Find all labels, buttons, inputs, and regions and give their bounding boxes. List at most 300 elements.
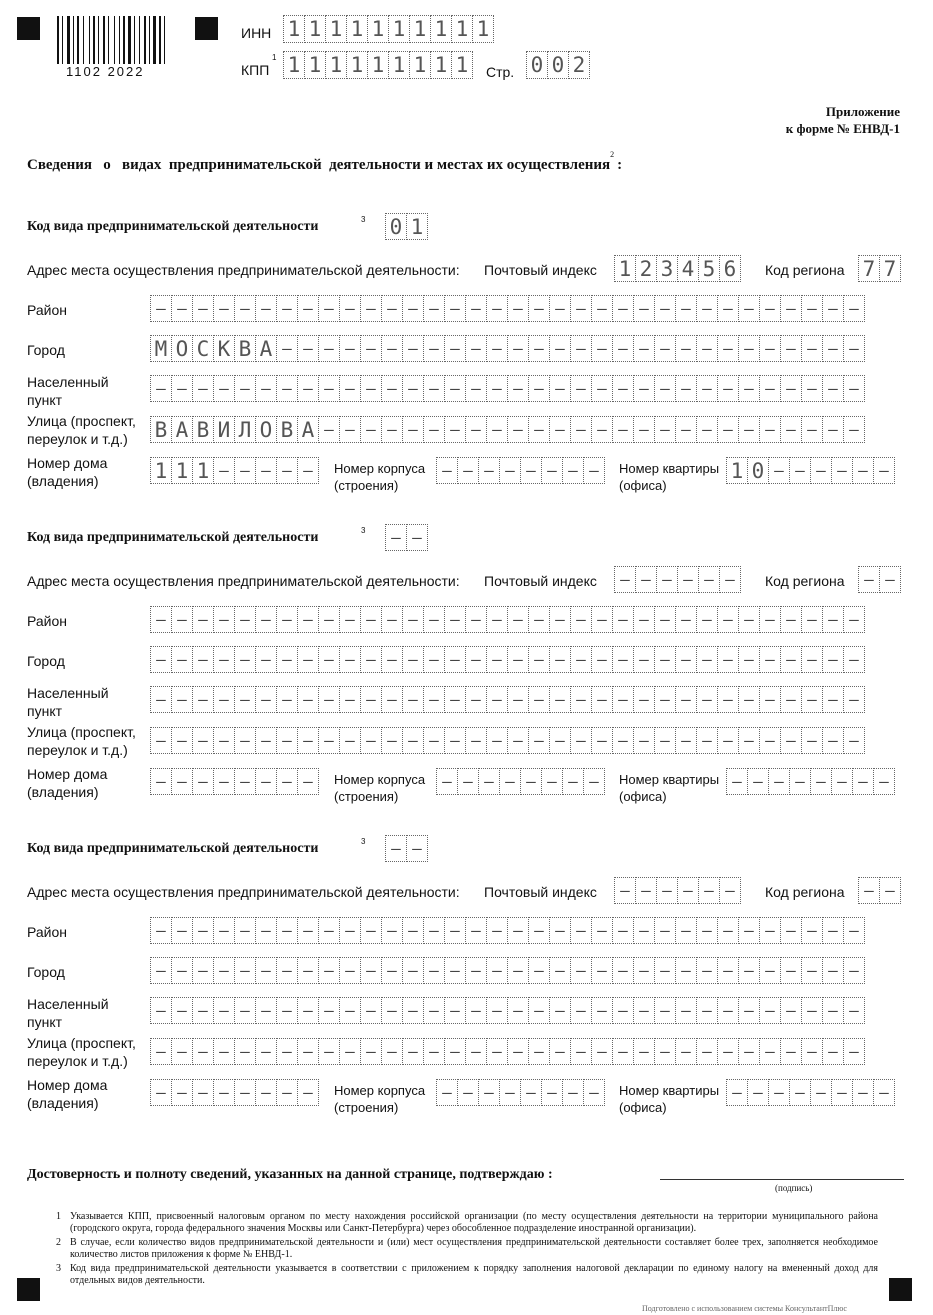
locality-field-cell[interactable] xyxy=(780,686,802,713)
street-field-cell[interactable] xyxy=(633,1038,655,1065)
street-field-cell[interactable] xyxy=(192,1038,214,1065)
district-field-cell[interactable] xyxy=(234,295,256,322)
street-field-cell[interactable] xyxy=(843,727,865,754)
apartment-field-cell[interactable] xyxy=(852,768,874,795)
locality-field-cell[interactable] xyxy=(444,997,466,1024)
street-field-cell[interactable] xyxy=(360,416,382,443)
street-field-cell[interactable] xyxy=(654,1038,676,1065)
city-field-cell[interactable] xyxy=(717,646,739,673)
street-field-cell[interactable] xyxy=(423,416,445,443)
building-field-cell[interactable] xyxy=(583,457,605,484)
street-field-cell[interactable] xyxy=(381,1038,403,1065)
city-field-cell[interactable] xyxy=(843,646,865,673)
street-field-cell[interactable] xyxy=(591,416,613,443)
postal-index-field-cell[interactable] xyxy=(614,566,636,593)
district-field-cell[interactable] xyxy=(339,917,361,944)
district-field-cell[interactable] xyxy=(717,295,739,322)
district-field-cell[interactable] xyxy=(570,606,592,633)
activity-code-field-cell[interactable] xyxy=(385,835,407,862)
locality-field-cell[interactable] xyxy=(234,375,256,402)
page-number-field[interactable] xyxy=(526,51,589,79)
city-field-cell[interactable] xyxy=(738,646,760,673)
city-field-cell[interactable] xyxy=(570,335,592,362)
city-field-cell[interactable] xyxy=(318,957,340,984)
house-field-cell[interactable] xyxy=(255,1079,277,1106)
apartment-field-cell[interactable] xyxy=(789,1079,811,1106)
locality-field-cell[interactable] xyxy=(675,375,697,402)
city-field-cell[interactable] xyxy=(738,957,760,984)
street-field-cell[interactable] xyxy=(843,416,865,443)
district-field-cell[interactable] xyxy=(633,295,655,322)
city-field-cell[interactable] xyxy=(339,957,361,984)
district-field-cell[interactable] xyxy=(192,917,214,944)
district-field-cell[interactable] xyxy=(696,606,718,633)
street-field-cell[interactable] xyxy=(465,727,487,754)
locality-field-cell[interactable] xyxy=(339,375,361,402)
inn-cell[interactable]: 1 xyxy=(472,15,494,43)
district-field-cell[interactable] xyxy=(192,606,214,633)
activity-code-field-cell[interactable] xyxy=(406,524,428,551)
street-field-cell[interactable] xyxy=(675,727,697,754)
city-field-cell[interactable] xyxy=(675,335,697,362)
city-field-cell[interactable] xyxy=(381,957,403,984)
locality-field-cell[interactable] xyxy=(570,375,592,402)
city-field-cell[interactable] xyxy=(612,335,634,362)
city-field-cell[interactable] xyxy=(675,957,697,984)
street-field-cell[interactable] xyxy=(360,727,382,754)
city-field-cell[interactable]: М xyxy=(150,335,172,362)
street-field-cell[interactable] xyxy=(633,727,655,754)
city-field[interactable] xyxy=(150,335,864,362)
apartment-field-cell[interactable] xyxy=(831,1079,853,1106)
district-field-cell[interactable] xyxy=(528,295,550,322)
street-field-cell[interactable] xyxy=(591,727,613,754)
activity-code-field[interactable] xyxy=(385,213,427,240)
city-field-cell[interactable] xyxy=(297,646,319,673)
city-field-cell[interactable] xyxy=(654,957,676,984)
district-field-cell[interactable] xyxy=(843,917,865,944)
locality-field-cell[interactable] xyxy=(612,375,634,402)
street-field-cell[interactable] xyxy=(360,1038,382,1065)
district-field-cell[interactable] xyxy=(549,606,571,633)
street-field-cell[interactable] xyxy=(507,416,529,443)
district-field-cell[interactable] xyxy=(444,606,466,633)
district-field-cell[interactable] xyxy=(486,917,508,944)
region-code-field-cell[interactable] xyxy=(858,566,880,593)
district-field-cell[interactable] xyxy=(465,295,487,322)
district-field-cell[interactable] xyxy=(822,295,844,322)
street-field-cell[interactable] xyxy=(738,416,760,443)
district-field-cell[interactable] xyxy=(654,917,676,944)
city-field-cell[interactable] xyxy=(759,646,781,673)
locality-field-cell[interactable] xyxy=(633,686,655,713)
house-field-cell[interactable] xyxy=(150,768,172,795)
district-field-cell[interactable] xyxy=(717,917,739,944)
locality-field-cell[interactable] xyxy=(171,686,193,713)
street-field-cell[interactable] xyxy=(780,416,802,443)
district-field-cell[interactable] xyxy=(150,606,172,633)
street-field-cell[interactable] xyxy=(696,1038,718,1065)
apartment-field-cell[interactable] xyxy=(768,768,790,795)
district-field-cell[interactable] xyxy=(255,295,277,322)
city-field-cell[interactable] xyxy=(696,335,718,362)
district-field-cell[interactable] xyxy=(276,606,298,633)
district-field-cell[interactable] xyxy=(402,295,424,322)
street-field-cell[interactable] xyxy=(465,416,487,443)
postal-index-field-cell[interactable]: 3 xyxy=(656,255,678,282)
city-field-cell[interactable] xyxy=(780,646,802,673)
city-field-cell[interactable] xyxy=(549,646,571,673)
city-field-cell[interactable] xyxy=(339,646,361,673)
building-field-cell[interactable] xyxy=(499,1079,521,1106)
city-field-cell[interactable] xyxy=(402,957,424,984)
street-field-cell[interactable] xyxy=(717,727,739,754)
street-field-cell[interactable] xyxy=(738,1038,760,1065)
street-field-cell[interactable] xyxy=(213,727,235,754)
street-field-cell[interactable]: Л xyxy=(234,416,256,443)
district-field-cell[interactable] xyxy=(360,606,382,633)
city-field-cell[interactable] xyxy=(339,335,361,362)
kpp-cell[interactable]: 1 xyxy=(430,51,452,79)
city-field-cell[interactable] xyxy=(591,957,613,984)
building-field-cell[interactable] xyxy=(583,1079,605,1106)
building-field-cell[interactable] xyxy=(499,457,521,484)
region-code-field-cell[interactable]: 7 xyxy=(879,255,901,282)
inn-field[interactable] xyxy=(283,15,493,43)
street-field-cell[interactable] xyxy=(318,727,340,754)
house-field-cell[interactable] xyxy=(297,457,319,484)
district-field-cell[interactable] xyxy=(591,606,613,633)
district-field[interactable] xyxy=(150,295,864,322)
building-field-cell[interactable] xyxy=(436,457,458,484)
locality-field-cell[interactable] xyxy=(549,375,571,402)
locality-field-cell[interactable] xyxy=(759,686,781,713)
street-field-cell[interactable] xyxy=(570,1038,592,1065)
street-field-cell[interactable] xyxy=(633,416,655,443)
street-field-cell[interactable] xyxy=(402,727,424,754)
region-code-field-cell[interactable] xyxy=(879,566,901,593)
district-field-cell[interactable] xyxy=(738,606,760,633)
locality-field-cell[interactable] xyxy=(738,375,760,402)
city-field-cell[interactable] xyxy=(465,646,487,673)
city-field-cell[interactable] xyxy=(738,335,760,362)
kpp-field[interactable] xyxy=(283,51,472,79)
district-field-cell[interactable] xyxy=(822,917,844,944)
district-field-cell[interactable] xyxy=(318,295,340,322)
locality-field-cell[interactable] xyxy=(381,375,403,402)
street-field-cell[interactable] xyxy=(297,727,319,754)
district-field-cell[interactable] xyxy=(801,295,823,322)
city-field-cell[interactable] xyxy=(423,957,445,984)
kpp-cell[interactable]: 1 xyxy=(346,51,368,79)
city-field-cell[interactable]: О xyxy=(171,335,193,362)
district-field-cell[interactable] xyxy=(780,917,802,944)
city-field-cell[interactable] xyxy=(213,646,235,673)
street-field-cell[interactable] xyxy=(570,727,592,754)
locality-field-cell[interactable] xyxy=(549,997,571,1024)
locality-field-cell[interactable] xyxy=(717,997,739,1024)
district-field-cell[interactable] xyxy=(591,917,613,944)
postal-index-field-cell[interactable]: 5 xyxy=(698,255,720,282)
locality-field-cell[interactable] xyxy=(213,375,235,402)
district-field-cell[interactable] xyxy=(423,917,445,944)
street-field-cell[interactable] xyxy=(801,416,823,443)
city-field-cell[interactable] xyxy=(276,957,298,984)
postal-index-field-cell[interactable] xyxy=(635,566,657,593)
district-field-cell[interactable] xyxy=(465,606,487,633)
region-code-field-cell[interactable]: 7 xyxy=(858,255,880,282)
street-field-cell[interactable]: В xyxy=(192,416,214,443)
district-field-cell[interactable] xyxy=(444,295,466,322)
apartment-field-cell[interactable] xyxy=(768,1079,790,1106)
locality-field-cell[interactable] xyxy=(822,997,844,1024)
locality-field[interactable] xyxy=(150,997,864,1024)
locality-field-cell[interactable] xyxy=(276,686,298,713)
district-field-cell[interactable] xyxy=(591,295,613,322)
locality-field-cell[interactable] xyxy=(759,375,781,402)
locality-field-cell[interactable] xyxy=(339,997,361,1024)
street-field-cell[interactable] xyxy=(423,1038,445,1065)
street-field-cell[interactable] xyxy=(381,727,403,754)
postal-index-field-cell[interactable] xyxy=(677,877,699,904)
locality-field-cell[interactable] xyxy=(696,997,718,1024)
building-field-cell[interactable] xyxy=(541,457,563,484)
district-field-cell[interactable] xyxy=(759,917,781,944)
street-field-cell[interactable] xyxy=(255,1038,277,1065)
city-field-cell[interactable] xyxy=(780,957,802,984)
locality-field-cell[interactable] xyxy=(801,375,823,402)
region-code-field[interactable] xyxy=(858,566,900,593)
postal-index-field-cell[interactable] xyxy=(719,877,741,904)
street-field-cell[interactable] xyxy=(486,727,508,754)
locality-field-cell[interactable] xyxy=(717,375,739,402)
house-field-cell[interactable]: 1 xyxy=(192,457,214,484)
locality-field-cell[interactable] xyxy=(759,997,781,1024)
street-field-cell[interactable] xyxy=(696,727,718,754)
locality-field-cell[interactable] xyxy=(654,997,676,1024)
city-field-cell[interactable] xyxy=(717,335,739,362)
street-field-cell[interactable] xyxy=(465,1038,487,1065)
house-field-cell[interactable] xyxy=(171,768,193,795)
locality-field-cell[interactable] xyxy=(633,375,655,402)
city-field-cell[interactable] xyxy=(633,957,655,984)
locality-field-cell[interactable] xyxy=(402,375,424,402)
city-field-cell[interactable] xyxy=(612,646,634,673)
locality-field-cell[interactable] xyxy=(444,686,466,713)
building-field-cell[interactable] xyxy=(499,768,521,795)
city-field-cell[interactable] xyxy=(486,646,508,673)
city-field-cell[interactable] xyxy=(780,335,802,362)
house-field-cell[interactable]: 1 xyxy=(171,457,193,484)
street-field-cell[interactable] xyxy=(444,1038,466,1065)
locality-field-cell[interactable] xyxy=(339,686,361,713)
street-field-cell[interactable] xyxy=(759,1038,781,1065)
activity-code-field[interactable] xyxy=(385,835,427,862)
street-field-cell[interactable] xyxy=(318,416,340,443)
city-field-cell[interactable] xyxy=(696,957,718,984)
locality-field-cell[interactable] xyxy=(150,997,172,1024)
street-field-cell[interactable] xyxy=(255,727,277,754)
city-field-cell[interactable] xyxy=(360,957,382,984)
activity-code-field-cell[interactable] xyxy=(385,524,407,551)
locality-field-cell[interactable] xyxy=(297,686,319,713)
district-field-cell[interactable] xyxy=(549,917,571,944)
street-field-cell[interactable]: А xyxy=(297,416,319,443)
district-field-cell[interactable] xyxy=(507,917,529,944)
district-field-cell[interactable] xyxy=(171,295,193,322)
street-field-cell[interactable] xyxy=(696,416,718,443)
locality-field-cell[interactable] xyxy=(717,686,739,713)
locality-field-cell[interactable] xyxy=(276,997,298,1024)
locality-field-cell[interactable] xyxy=(780,375,802,402)
street-field-cell[interactable] xyxy=(339,1038,361,1065)
building-field-cell[interactable] xyxy=(478,1079,500,1106)
district-field-cell[interactable] xyxy=(465,917,487,944)
district-field-cell[interactable] xyxy=(570,917,592,944)
street-field-cell[interactable] xyxy=(549,1038,571,1065)
apartment-field-cell[interactable] xyxy=(831,768,853,795)
city-field-cell[interactable] xyxy=(255,957,277,984)
street-field-cell[interactable] xyxy=(780,1038,802,1065)
street-field-cell[interactable] xyxy=(171,727,193,754)
city-field-cell[interactable] xyxy=(171,646,193,673)
locality-field-cell[interactable] xyxy=(570,997,592,1024)
district-field-cell[interactable] xyxy=(423,295,445,322)
city-field-cell[interactable] xyxy=(402,335,424,362)
apartment-field[interactable] xyxy=(726,457,894,484)
district-field-cell[interactable] xyxy=(696,295,718,322)
apartment-field[interactable] xyxy=(726,1079,894,1106)
city-field-cell[interactable]: С xyxy=(192,335,214,362)
house-field[interactable] xyxy=(150,768,318,795)
district-field-cell[interactable] xyxy=(486,295,508,322)
building-field-cell[interactable] xyxy=(562,457,584,484)
locality-field-cell[interactable] xyxy=(486,997,508,1024)
city-field-cell[interactable] xyxy=(360,335,382,362)
district-field-cell[interactable] xyxy=(255,606,277,633)
locality-field-cell[interactable] xyxy=(507,686,529,713)
district-field-cell[interactable] xyxy=(675,917,697,944)
house-field-cell[interactable] xyxy=(255,457,277,484)
district-field-cell[interactable] xyxy=(507,295,529,322)
street-field-cell[interactable] xyxy=(759,727,781,754)
district-field-cell[interactable] xyxy=(213,295,235,322)
district-field-cell[interactable] xyxy=(339,295,361,322)
locality-field-cell[interactable] xyxy=(507,375,529,402)
city-field-cell[interactable] xyxy=(150,646,172,673)
district-field-cell[interactable] xyxy=(192,295,214,322)
locality-field-cell[interactable] xyxy=(192,686,214,713)
locality-field-cell[interactable] xyxy=(192,375,214,402)
city-field-cell[interactable] xyxy=(507,335,529,362)
city-field-cell[interactable] xyxy=(822,957,844,984)
locality-field-cell[interactable] xyxy=(276,375,298,402)
locality-field-cell[interactable] xyxy=(192,997,214,1024)
street-field-cell[interactable] xyxy=(297,1038,319,1065)
city-field-cell[interactable] xyxy=(549,957,571,984)
locality-field-cell[interactable] xyxy=(654,375,676,402)
locality-field-cell[interactable] xyxy=(591,997,613,1024)
district-field-cell[interactable] xyxy=(654,606,676,633)
locality-field-cell[interactable] xyxy=(843,375,865,402)
street-field-cell[interactable] xyxy=(507,727,529,754)
street-field-cell[interactable] xyxy=(675,416,697,443)
building-field[interactable] xyxy=(436,1079,604,1106)
district-field-cell[interactable] xyxy=(780,295,802,322)
city-field-cell[interactable] xyxy=(234,646,256,673)
house-field-cell[interactable] xyxy=(297,1079,319,1106)
activity-code-field-cell[interactable] xyxy=(406,835,428,862)
street-field-cell[interactable] xyxy=(591,1038,613,1065)
city-field-cell[interactable] xyxy=(696,646,718,673)
district-field-cell[interactable] xyxy=(486,606,508,633)
district-field-cell[interactable] xyxy=(213,606,235,633)
inn-cell[interactable]: 1 xyxy=(430,15,452,43)
street-field-cell[interactable] xyxy=(654,416,676,443)
district-field-cell[interactable] xyxy=(759,295,781,322)
street-field-cell[interactable]: В xyxy=(150,416,172,443)
city-field-cell[interactable] xyxy=(192,957,214,984)
postal-index-field-cell[interactable] xyxy=(614,877,636,904)
district-field-cell[interactable] xyxy=(255,917,277,944)
postal-index-field[interactable] xyxy=(614,255,740,282)
building-field-cell[interactable] xyxy=(457,1079,479,1106)
street-field-cell[interactable] xyxy=(528,1038,550,1065)
city-field-cell[interactable] xyxy=(486,957,508,984)
locality-field-cell[interactable] xyxy=(381,686,403,713)
district-field-cell[interactable] xyxy=(171,917,193,944)
district-field-cell[interactable] xyxy=(843,606,865,633)
district-field-cell[interactable] xyxy=(150,917,172,944)
street-field-cell[interactable] xyxy=(528,416,550,443)
postal-index-field-cell[interactable]: 6 xyxy=(719,255,741,282)
house-field-cell[interactable] xyxy=(213,768,235,795)
kpp-cell[interactable]: 1 xyxy=(409,51,431,79)
street-field-cell[interactable]: А xyxy=(171,416,193,443)
locality-field-cell[interactable] xyxy=(234,686,256,713)
city-field-cell[interactable] xyxy=(801,646,823,673)
inn-cell[interactable]: 1 xyxy=(325,15,347,43)
locality-field-cell[interactable] xyxy=(465,686,487,713)
apartment-field-cell[interactable] xyxy=(873,768,895,795)
locality-field-cell[interactable] xyxy=(234,997,256,1024)
activity-code-field[interactable] xyxy=(385,524,427,551)
house-field-cell[interactable] xyxy=(297,768,319,795)
locality-field-cell[interactable] xyxy=(360,686,382,713)
signature-line[interactable] xyxy=(660,1179,904,1180)
city-field-cell[interactable] xyxy=(801,957,823,984)
city-field-cell[interactable] xyxy=(297,335,319,362)
postal-index-field[interactable] xyxy=(614,877,740,904)
building-field-cell[interactable] xyxy=(478,768,500,795)
district-field-cell[interactable] xyxy=(633,917,655,944)
city-field-cell[interactable] xyxy=(318,335,340,362)
postal-index-field-cell[interactable] xyxy=(698,566,720,593)
street-field-cell[interactable] xyxy=(318,1038,340,1065)
street-field-cell[interactable] xyxy=(381,416,403,443)
locality-field-cell[interactable] xyxy=(738,997,760,1024)
locality-field-cell[interactable] xyxy=(255,997,277,1024)
postal-index-field[interactable] xyxy=(614,566,740,593)
house-field-cell[interactable] xyxy=(276,457,298,484)
street-field-cell[interactable]: И xyxy=(213,416,235,443)
building-field[interactable] xyxy=(436,768,604,795)
city-field-cell[interactable] xyxy=(360,646,382,673)
city-field-cell[interactable] xyxy=(717,957,739,984)
district-field-cell[interactable] xyxy=(381,606,403,633)
district-field[interactable] xyxy=(150,917,864,944)
street-field-cell[interactable] xyxy=(801,727,823,754)
